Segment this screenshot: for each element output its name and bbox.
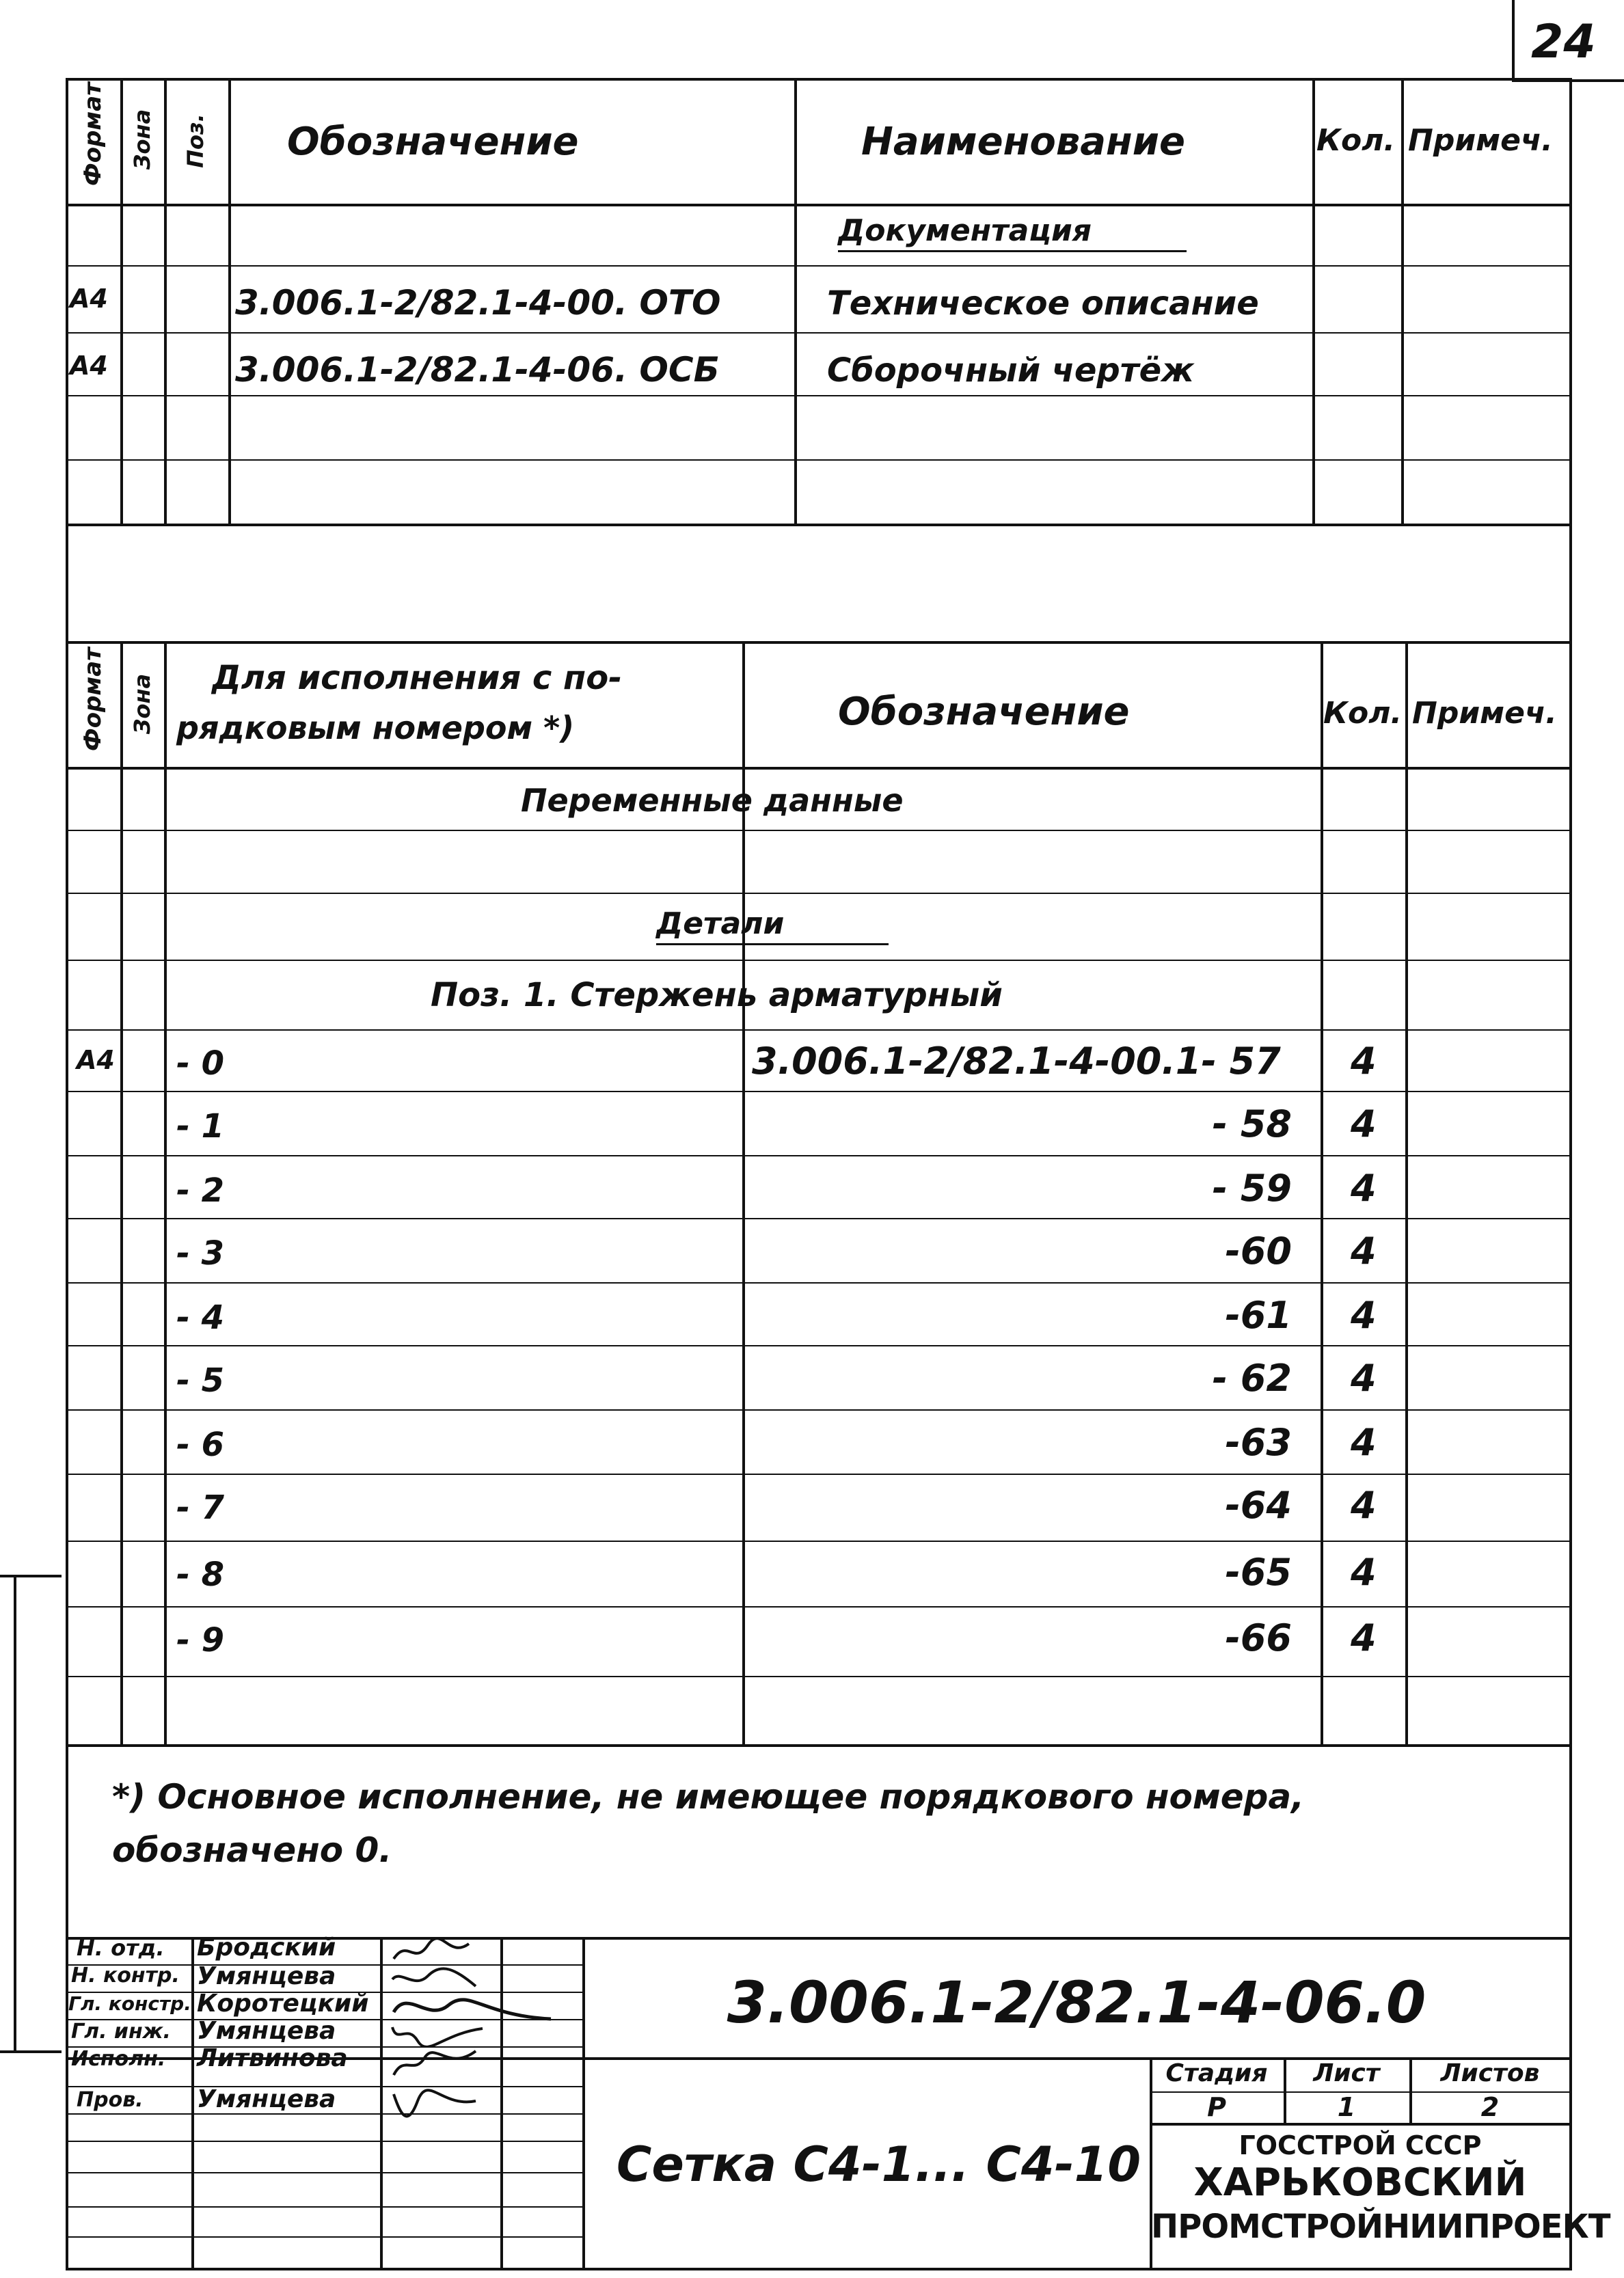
role-1: Н. отд. xyxy=(77,1935,165,1961)
signature-5 xyxy=(387,2048,496,2082)
role-5: Исполн. xyxy=(71,2047,166,2071)
footnote-line1: *) Основное исполнение, не имеющее порядкового номера, xyxy=(112,1777,1305,1817)
page-number: 24 xyxy=(1531,15,1596,69)
org-line2: ХАРЬКОВСКИЙ xyxy=(1193,2160,1527,2205)
role-2: Н. контр. xyxy=(71,1964,180,1988)
row2-name: Сборочный чертёж xyxy=(827,351,1194,390)
header-designation: Обозначение xyxy=(287,120,579,164)
name-4: Умянцева xyxy=(197,2017,336,2045)
row-qty: 4 xyxy=(1351,1616,1377,1659)
row-designation: -65 xyxy=(1225,1551,1292,1594)
row2-designation: 3.006.1-2/82.1-4-06. ОСБ xyxy=(235,350,720,390)
header-qty: Кол. xyxy=(1316,123,1396,158)
row-qty: 4 xyxy=(1351,1102,1377,1145)
document-number: 3.006.1-2/82.1-4-06.0 xyxy=(727,1969,1426,2036)
position-title: Поз. 1. Стержень арматурный xyxy=(431,976,1003,1014)
header-zone-2: Зона xyxy=(129,673,155,735)
signature-6 xyxy=(387,2087,496,2135)
row-exec: - 8 xyxy=(176,1556,225,1594)
stage-value: Р xyxy=(1207,2092,1226,2122)
signature-2 xyxy=(387,1966,496,1993)
row-exec: - 7 xyxy=(176,1489,225,1527)
row-exec: - 6 xyxy=(176,1426,225,1464)
row-exec: - 2 xyxy=(176,1171,225,1210)
row-exec: - 4 xyxy=(176,1299,225,1337)
row-qty: 4 xyxy=(1351,1551,1377,1594)
stage-label: Стадия xyxy=(1165,2059,1268,2087)
sheets-label: Листов xyxy=(1440,2059,1540,2087)
row-exec: - 1 xyxy=(176,1107,225,1145)
role-4: Гл. инж. xyxy=(71,2020,171,2044)
header-designation-2: Обозначение xyxy=(838,690,1130,734)
sheets-value: 2 xyxy=(1480,2092,1500,2122)
row1-name: Техническое описание xyxy=(827,284,1259,323)
row-qty: 4 xyxy=(1351,1167,1377,1210)
row-exec: - 5 xyxy=(176,1361,225,1400)
role-6: Пров. xyxy=(77,2088,144,2112)
row-designation: -63 xyxy=(1225,1421,1292,1464)
row1-format: A4 xyxy=(70,284,108,314)
row-designation: -61 xyxy=(1225,1294,1292,1337)
row-designation: -66 xyxy=(1225,1616,1292,1659)
header-zone: Зона xyxy=(129,109,155,170)
name-1: Бродский xyxy=(197,1934,336,1962)
section-variable-data: Переменные данные xyxy=(521,782,904,819)
row-designation: 3.006.1-2/82.1-4-00.1- 57 xyxy=(752,1040,1281,1083)
name-2: Умянцева xyxy=(197,1962,336,1990)
row-qty: 4 xyxy=(1351,1357,1377,1400)
name-3: Коротецкий xyxy=(197,1990,369,2018)
section-documentation: Документация xyxy=(838,216,1187,252)
header-format: Формат xyxy=(79,82,107,186)
header-note: Примеч. xyxy=(1408,123,1553,158)
org-line1: ГОССТРОЙ СССР xyxy=(1239,2130,1482,2160)
row-designation: - 58 xyxy=(1212,1102,1292,1145)
role-3: Гл. констр. xyxy=(68,1992,191,2015)
header-execution-line1: Для исполнения с по- xyxy=(212,659,623,697)
header-qty-2: Кол. xyxy=(1323,696,1403,731)
row-exec: - 0 xyxy=(176,1044,225,1083)
header-pos: Поз. xyxy=(182,113,208,168)
row-qty: 4 xyxy=(1351,1040,1377,1083)
row1-designation: 3.006.1-2/82.1-4-00. ОТО xyxy=(235,283,721,323)
row-exec: - 9 xyxy=(176,1621,225,1659)
org-line3: ПРОМСТРОЙНИИПРОЕКТ xyxy=(1151,2208,1610,2246)
footnote-line2: обозначено 0. xyxy=(112,1830,392,1870)
header-name: Наименование xyxy=(861,120,1185,164)
sheet-value: 1 xyxy=(1337,2092,1356,2122)
sheet-label: Лист xyxy=(1313,2059,1380,2087)
name-5: Литвинова xyxy=(197,2044,348,2072)
section-details: Детали xyxy=(656,909,889,945)
row2-format: A4 xyxy=(70,351,108,381)
name-6: Умянцева xyxy=(197,2085,336,2113)
row-designation: - 62 xyxy=(1212,1357,1292,1400)
row-designation: -64 xyxy=(1225,1484,1292,1527)
header-format-2: Формат xyxy=(79,647,107,751)
row-qty: 4 xyxy=(1351,1421,1377,1464)
row-qty: 4 xyxy=(1351,1230,1377,1273)
row-designation: -60 xyxy=(1225,1230,1292,1273)
document-title: Сетка С4-1... С4-10 xyxy=(617,2137,1141,2193)
signature-4 xyxy=(387,2020,496,2048)
row-qty: 4 xyxy=(1351,1294,1377,1337)
row-designation: - 59 xyxy=(1212,1167,1292,1210)
header-note-2: Примеч. xyxy=(1412,696,1557,731)
row-format: A4 xyxy=(77,1045,115,1075)
row-exec: - 3 xyxy=(176,1234,225,1273)
header-execution-line2: рядковым номером *) xyxy=(176,709,575,746)
signature-1 xyxy=(387,1938,496,1966)
row-qty: 4 xyxy=(1351,1484,1377,1527)
